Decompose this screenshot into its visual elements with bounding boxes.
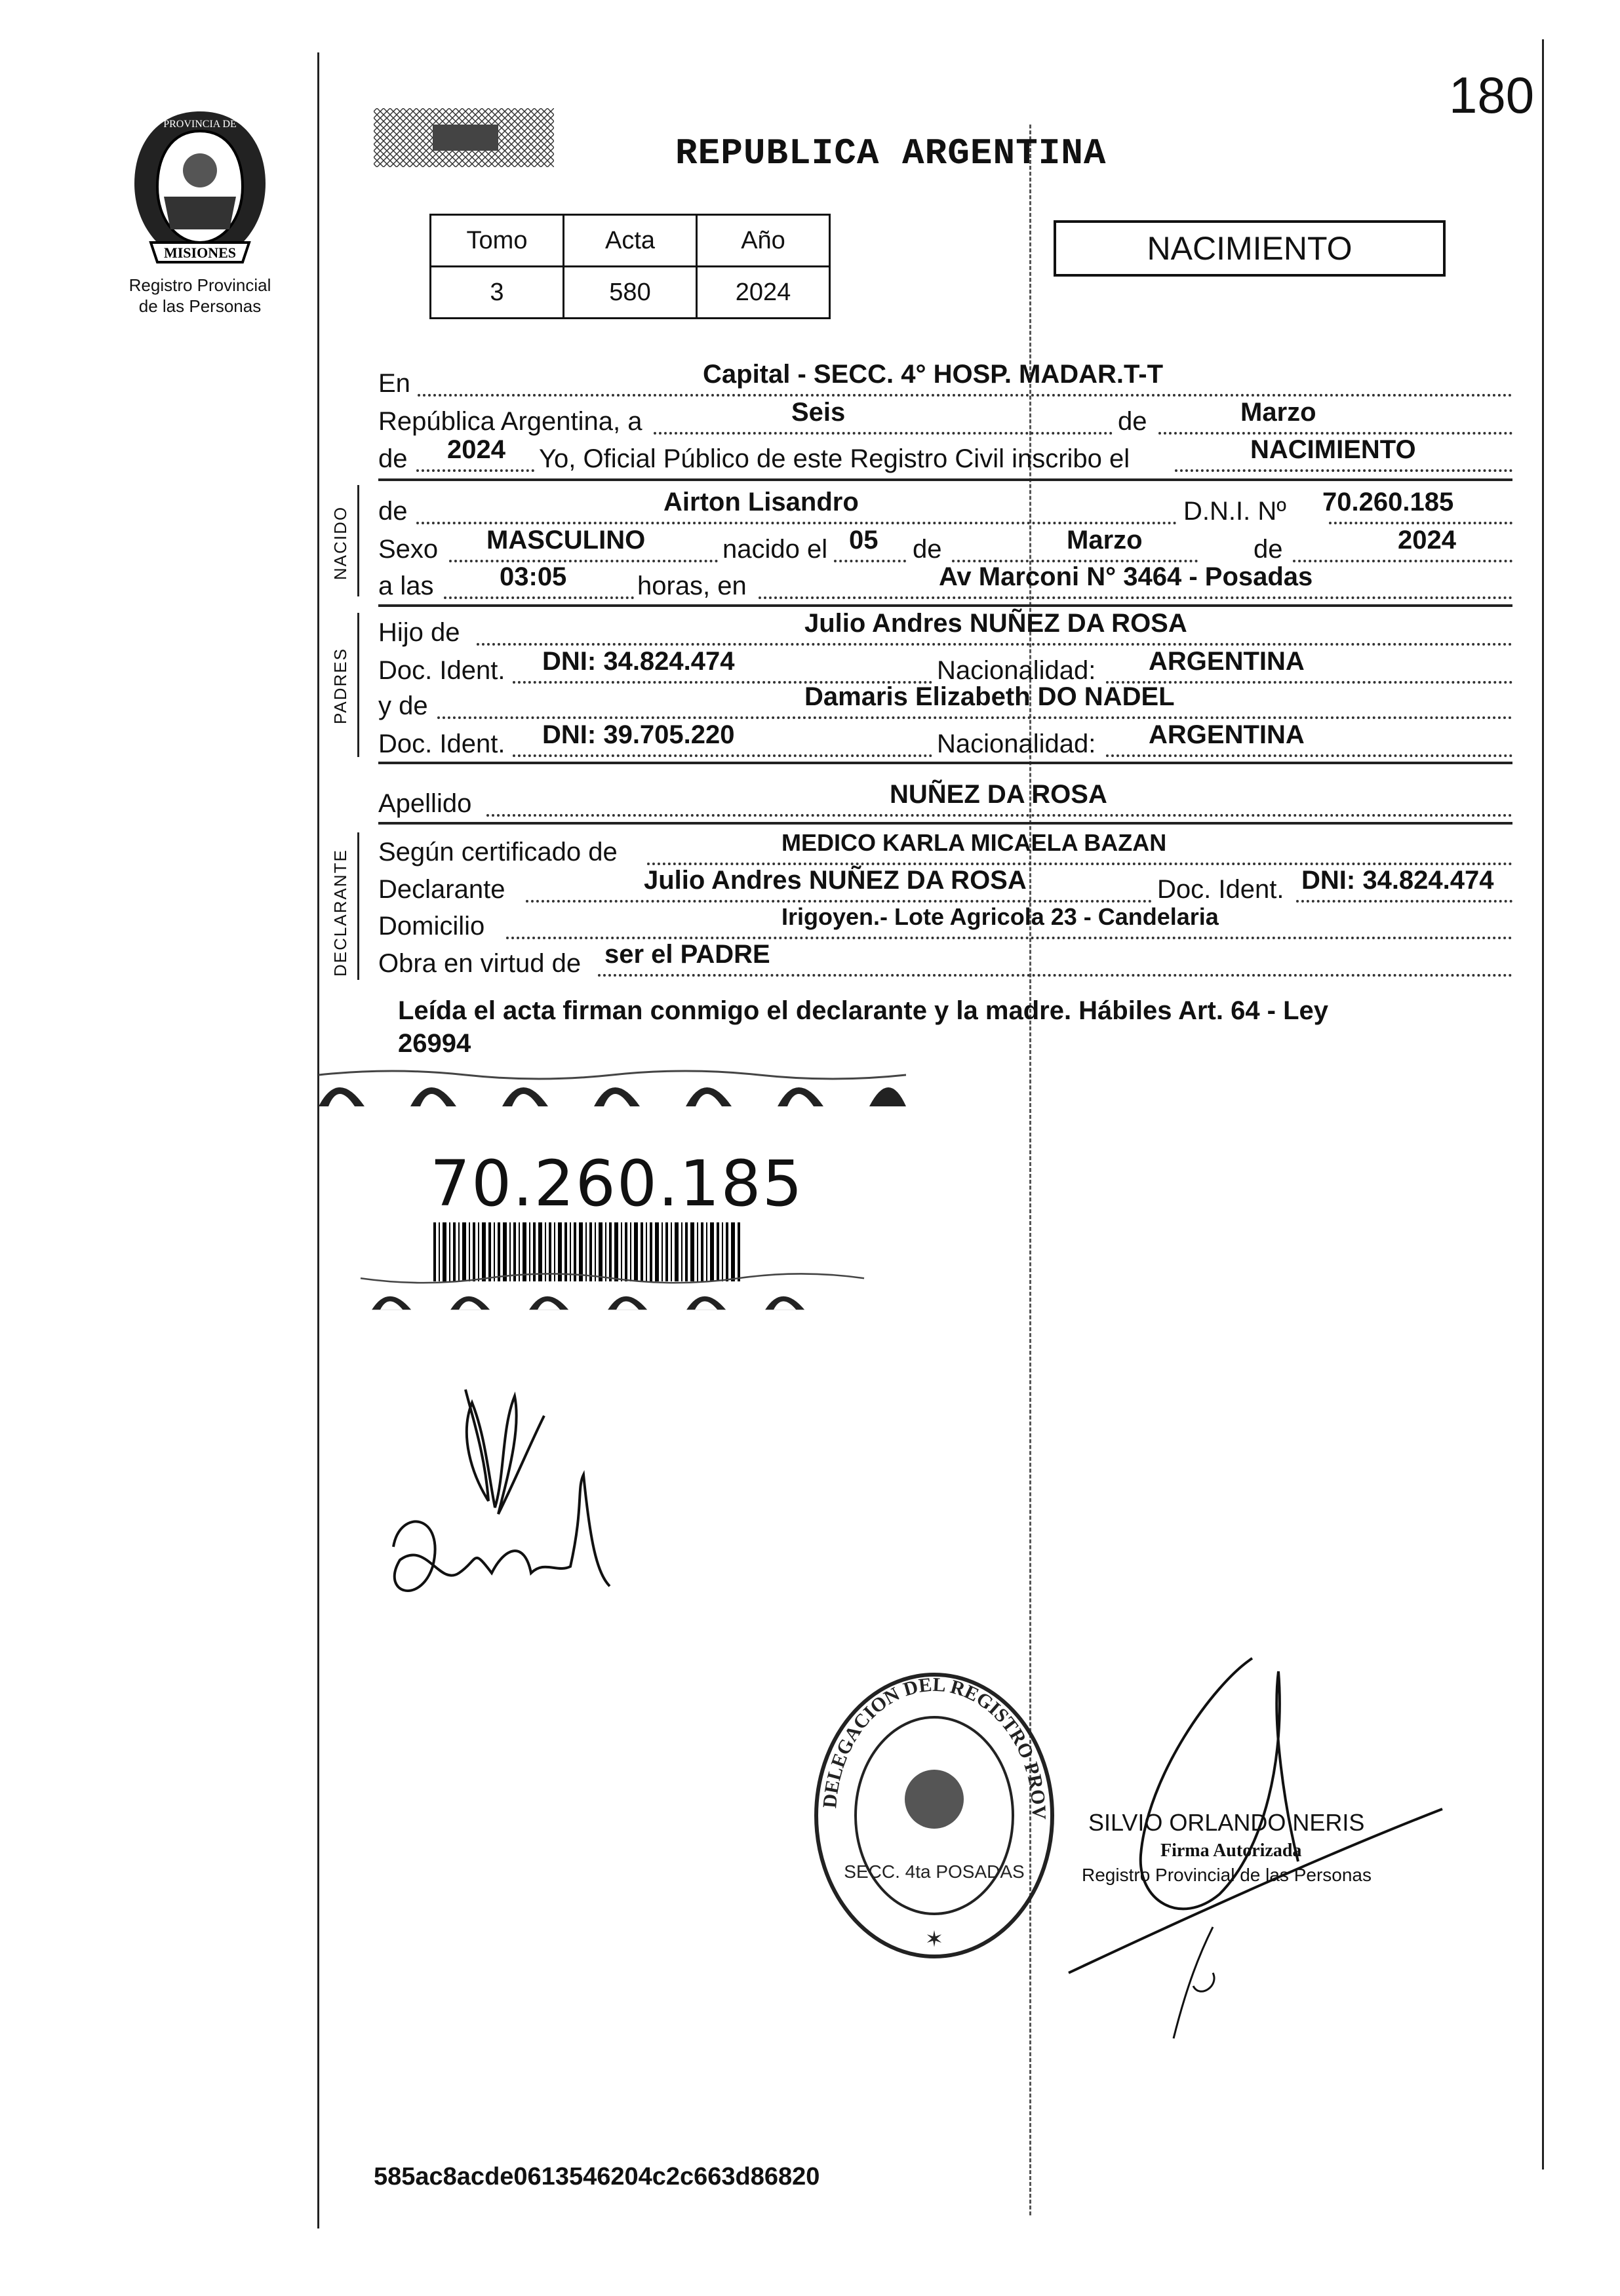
- padres-bracket: [357, 613, 359, 757]
- label-dni: D.N.I. Nº: [1183, 497, 1286, 526]
- label-declarante: Declarante: [378, 875, 505, 904]
- value-padre-nacionalidad: ARGENTINA: [1149, 647, 1305, 676]
- label-a-las: a las: [378, 572, 434, 600]
- table-header-acta: Acta: [564, 215, 697, 267]
- label-domicilio: Domicilio: [378, 912, 485, 941]
- svg-text:✶: ✶: [924, 1927, 944, 1952]
- value-anio-nacimiento: 2024: [1398, 526, 1456, 555]
- value-hora: 03:05: [500, 562, 567, 591]
- value-madre-nacionalidad: ARGENTINA: [1149, 720, 1305, 749]
- label-obra: Obra en virtud de: [378, 949, 582, 978]
- value-obra: ser el PADRE: [604, 940, 770, 969]
- value-mes-nacimiento: Marzo: [1067, 526, 1143, 555]
- svg-text:MISIONES: MISIONES: [163, 244, 237, 261]
- right-margin-line: [1542, 39, 1544, 2170]
- label-republica: República Argentina, a: [378, 407, 642, 436]
- value-anio-inscripcion: 2024: [447, 435, 505, 464]
- registry-label-1: Registro Provincial: [128, 275, 271, 295]
- svg-text:PROVINCIA DE: PROVINCIA DE: [163, 119, 237, 130]
- nacido-bracket: [357, 485, 359, 596]
- label-doc-ident-padre: Doc. Ident.: [378, 656, 505, 685]
- section-declarante: DECLARANTE: [330, 849, 350, 977]
- ornament-top: [319, 1068, 906, 1108]
- row-lugar: [378, 360, 1512, 403]
- barcode-block: [319, 1068, 906, 1317]
- label-horas-en: horas, en: [637, 572, 747, 600]
- official-role: Firma Autorizada: [1160, 1840, 1302, 1861]
- label-apellido: Apellido: [378, 789, 472, 818]
- row-anio-inscripcion: [378, 435, 1512, 478]
- section-padres: PADRES: [330, 648, 350, 724]
- label-y-de: y de: [378, 691, 428, 720]
- value-domicilio: Irigoyen.- Lote Agricola 23 - Candelaria: [781, 903, 1219, 930]
- row-domicilio: [378, 903, 1512, 946]
- label-de-anio-inscripcion: de: [378, 444, 408, 473]
- seal-inner-text: SECC. 4ta POSADAS: [844, 1861, 1025, 1882]
- value-acto: NACIMIENTO: [1250, 435, 1416, 464]
- label-nacionalidad-padre: Nacionalidad:: [937, 656, 1096, 685]
- official-registry: Registro Provincial de las Personas: [1082, 1865, 1372, 1885]
- closing-note-line-1: Leída el acta firman conmigo el declarante y la madre. Hábiles Art. 64 - Ley: [398, 996, 1329, 1025]
- label-nacionalidad-madre: Nacionalidad:: [937, 730, 1096, 758]
- row-hora-lugar: [378, 562, 1512, 606]
- row-apellido: [378, 780, 1512, 823]
- ornament-bottom: [319, 1272, 906, 1311]
- label-doc-ident-madre: Doc. Ident.: [378, 730, 505, 758]
- value-dia-nacimiento: 05: [849, 526, 879, 555]
- value-padre: Julio Andres NUÑEZ DA ROSA: [804, 609, 1187, 638]
- value-declarante-dni: DNI: 34.824.474: [1301, 866, 1494, 895]
- value-nombre: Airton Lisandro: [663, 488, 859, 516]
- registry-label-2: de las Personas: [138, 296, 262, 316]
- label-doc-ident-declarante: Doc. Ident.: [1157, 875, 1284, 904]
- label-en: En: [378, 369, 410, 398]
- province-logo: [111, 105, 288, 269]
- value-declarante: Julio Andres NUÑEZ DA ROSA: [644, 866, 1027, 895]
- label-yo: Yo, Oficial Público de este Registro Civil inscribo el: [539, 444, 1130, 473]
- label-de-anio-nacimiento: de: [1254, 535, 1283, 564]
- value-dni: 70.260.185: [1322, 488, 1454, 516]
- official-name: SILVIO ORLANDO NERIS: [1088, 1809, 1365, 1836]
- divider-1: [378, 478, 1512, 481]
- table-header-anio: Año: [697, 215, 830, 267]
- closing-note-line-2: 26994: [398, 1029, 471, 1058]
- seal-outer-text: DELEGACION DEL REGISTRO PROV: [819, 1673, 1050, 1820]
- section-nacido: NACIDO: [330, 505, 350, 580]
- value-mes-inscripcion: Marzo: [1240, 398, 1316, 427]
- record-table: [429, 214, 831, 319]
- document-type-box: NACIMIENTO: [1054, 220, 1446, 277]
- value-madre: Damaris Elizabeth DO NADEL: [804, 682, 1175, 711]
- label-sexo: Sexo: [378, 535, 439, 564]
- table-value-acta: 580: [564, 267, 697, 319]
- value-lugar: Capital - SECC. 4° HOSP. MADAR.T-T: [703, 360, 1164, 389]
- row-obra: [378, 940, 1512, 983]
- label-hijo-de: Hijo de: [378, 618, 460, 647]
- row-madre-doc: [378, 720, 1512, 764]
- table-header-tomo: Tomo: [431, 215, 564, 267]
- label-nacido-el: nacido el: [722, 535, 828, 564]
- value-certificado: MEDICO KARLA MICAELA BAZAN: [781, 829, 1167, 856]
- page-number: 180: [1449, 66, 1535, 124]
- declarante-bracket: [357, 832, 359, 980]
- country-title: REPUBLICA ARGENTINA: [675, 132, 1107, 174]
- value-dia-inscripcion: Seis: [791, 398, 846, 427]
- official-seal: [810, 1668, 1059, 1963]
- value-padre-dni: DNI: 34.824.474: [542, 647, 735, 676]
- table-value-tomo: 3: [431, 267, 564, 319]
- divider-3: [378, 762, 1512, 764]
- value-sexo: MASCULINO: [486, 526, 646, 555]
- value-madre-dni: DNI: 39.705.220: [542, 720, 735, 749]
- label-de-mes-nacimiento: de: [913, 535, 942, 564]
- barcode-number: 70.260.185: [430, 1147, 804, 1220]
- table-value-anio: 2024: [697, 267, 830, 319]
- document-hash: 585ac8acde0613546204c2c663d86820: [374, 2163, 820, 2190]
- label-de-mes-inscripcion: de: [1118, 407, 1147, 436]
- label-de-nombre: de: [378, 497, 408, 526]
- value-lugar-nacimiento: Av Marconi N° 3464 - Posadas: [939, 562, 1313, 591]
- security-pattern: [374, 105, 554, 177]
- label-segun: Según certificado de: [378, 838, 618, 866]
- value-apellido: NUÑEZ DA ROSA: [890, 780, 1107, 809]
- declarante-signature: [374, 1376, 616, 1639]
